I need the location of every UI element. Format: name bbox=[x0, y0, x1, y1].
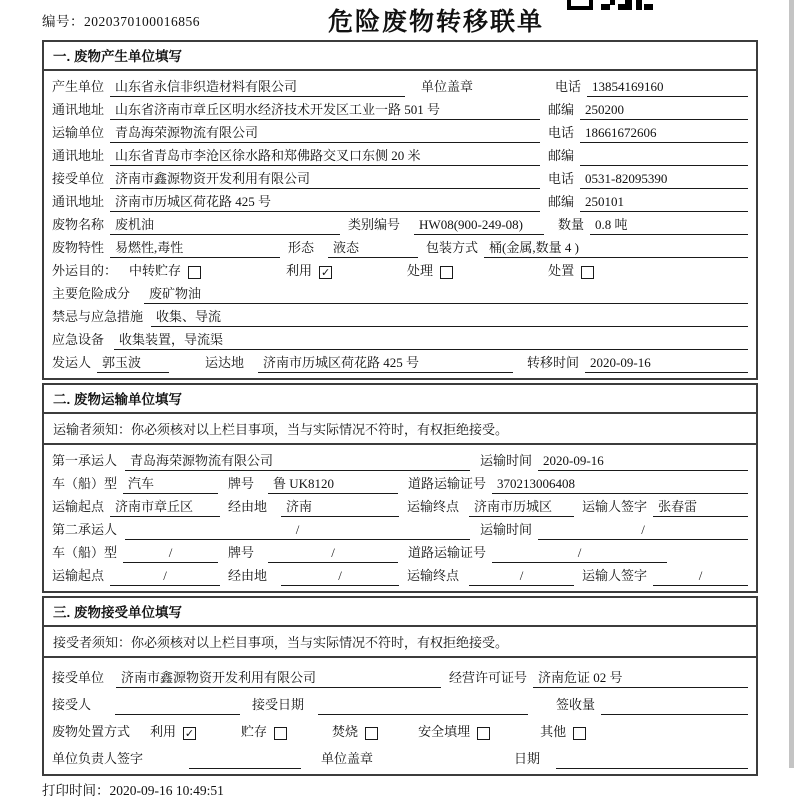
via-label: 经由地 bbox=[228, 499, 268, 514]
carrier-signature-value-2: / bbox=[653, 566, 748, 586]
postcode-label: 邮编 bbox=[548, 148, 575, 163]
plate-number-value: 鲁 UK8120 bbox=[268, 474, 398, 494]
acceptor-value bbox=[115, 695, 240, 715]
transport-unit-label: 运输单位 bbox=[52, 125, 105, 140]
second-carrier-label: 第二承运人 bbox=[52, 522, 118, 537]
print-time-label: 打印时间： bbox=[42, 783, 110, 798]
form-state-label: 形态 bbox=[288, 240, 315, 255]
road-permit-label: 道路运输证号 bbox=[408, 545, 487, 560]
receiver-address-value: 济南市历城区荷花路 425 号 bbox=[110, 192, 540, 212]
destination-value: 济南市历城区荷花路 425 号 bbox=[258, 353, 513, 373]
checkbox-checked-icon: ✓ bbox=[320, 267, 331, 279]
receiver-unit-label: 接受单位 bbox=[52, 171, 105, 186]
document-header bbox=[42, 0, 758, 40]
transport-time-value-2: / bbox=[538, 520, 748, 540]
purpose-dispose bbox=[548, 261, 594, 281]
carrier-signature-value: 张春雷 bbox=[653, 497, 748, 517]
terminus-label: 运输终点 bbox=[407, 568, 460, 583]
producer-phone-value: 13854169160 bbox=[587, 77, 748, 97]
row-route-2 bbox=[52, 563, 748, 586]
address-label: 通讯地址 bbox=[52, 194, 105, 209]
terminus-value-2: / bbox=[469, 566, 574, 586]
checkbox-label: 安全填埋 bbox=[418, 724, 471, 739]
accepting-unit-value: 济南市鑫源物资开发利用有限公司 bbox=[116, 668, 441, 688]
checkbox-unchecked-icon bbox=[365, 727, 378, 740]
shipper-label: 发运人 bbox=[52, 355, 92, 370]
checkbox-label: 中转贮存 bbox=[129, 263, 182, 278]
purpose-transfer-storage bbox=[129, 261, 201, 281]
waste-property-value: 易燃性,毒性 bbox=[110, 238, 280, 258]
section-producer-rows bbox=[44, 71, 756, 378]
origin-value: 济南市章丘区 bbox=[110, 497, 220, 517]
print-time-line bbox=[42, 779, 758, 799]
business-license-label: 经营许可证号 bbox=[449, 670, 528, 685]
address-label: 通讯地址 bbox=[52, 102, 105, 117]
checkbox-label: 焚烧 bbox=[332, 724, 359, 739]
disposal-method-label: 废物处置方式 bbox=[52, 724, 131, 739]
checkbox-label: 利用 bbox=[150, 724, 177, 739]
row-transport-unit bbox=[52, 120, 748, 143]
row-vehicle-1 bbox=[52, 471, 748, 494]
print-time-value: 2020-09-16 10:49:51 bbox=[109, 783, 224, 798]
acceptor-label: 接受人 bbox=[52, 697, 92, 712]
date-label: 日期 bbox=[514, 751, 541, 766]
packaging-label: 包装方式 bbox=[426, 240, 479, 255]
origin-label: 运输起点 bbox=[52, 499, 105, 514]
row-receiver-address bbox=[52, 189, 748, 212]
first-carrier-value: 青岛海荣源物流有限公司 bbox=[125, 451, 470, 471]
hazard-components-value: 废矿物油 bbox=[144, 284, 748, 304]
disposal-storage bbox=[241, 722, 287, 742]
receiver-phone-value: 0531-82095390 bbox=[580, 169, 748, 189]
waste-name-value: 废机油 bbox=[110, 215, 340, 235]
receiver-unit-value: 济南市鑫源物资开发利用有限公司 bbox=[110, 169, 540, 189]
transport-phone-value: 18661672606 bbox=[580, 123, 748, 143]
producer-postcode-value: 250200 bbox=[580, 100, 748, 120]
via-value-2: / bbox=[281, 566, 399, 586]
disposal-utilize bbox=[150, 722, 196, 742]
row-outbound-purpose bbox=[52, 258, 748, 281]
emergency-equipment-label: 应急设备 bbox=[52, 332, 105, 347]
accept-date-value bbox=[318, 695, 528, 715]
plate-number-value-2: / bbox=[268, 543, 398, 563]
serial-number-line bbox=[42, 10, 200, 30]
row-waste-name bbox=[52, 212, 748, 235]
accepting-unit-label: 接受单位 bbox=[52, 670, 105, 685]
row-accepting-unit bbox=[52, 661, 748, 688]
shipper-value: 郭玉波 bbox=[97, 353, 169, 373]
purpose-utilize bbox=[286, 261, 332, 281]
address-label: 通讯地址 bbox=[52, 148, 105, 163]
origin-value-2: / bbox=[110, 566, 220, 586]
row-shipper bbox=[52, 350, 748, 373]
emergency-equipment-value: 收集装置，导流渠 bbox=[114, 330, 748, 350]
row-acceptor bbox=[52, 688, 748, 715]
receiver-postcode-value: 250101 bbox=[580, 192, 748, 212]
row-receiver-unit bbox=[52, 166, 748, 189]
row-emergency-measures bbox=[52, 304, 748, 327]
checkbox-label: 利用 bbox=[286, 263, 313, 278]
phone-label: 电话 bbox=[548, 171, 575, 186]
carrier-signature-label: 运输人签字 bbox=[582, 499, 648, 514]
second-carrier-value: / bbox=[125, 520, 470, 540]
row-producer-address bbox=[52, 97, 748, 120]
carrier-signature-label: 运输人签字 bbox=[582, 568, 648, 583]
origin-label: 运输起点 bbox=[52, 568, 105, 583]
first-carrier-label: 第一承运人 bbox=[52, 453, 118, 468]
category-code-value: HW08(900-249-08) bbox=[414, 215, 544, 235]
row-disposal-method bbox=[52, 715, 748, 742]
row-waste-property bbox=[52, 235, 748, 258]
qr-code-icon bbox=[567, 0, 653, 16]
section-transporter-rows bbox=[44, 445, 756, 591]
form-state-value: 液态 bbox=[328, 238, 418, 258]
disposal-incinerate bbox=[332, 722, 378, 742]
producer-unit-label: 产生单位 bbox=[52, 79, 105, 94]
terminus-value: 济南市历城区 bbox=[469, 497, 574, 517]
postcode-label: 邮编 bbox=[548, 194, 575, 209]
accept-date-label: 接受日期 bbox=[252, 697, 305, 712]
responsible-signature-label: 单位负责人签字 bbox=[52, 751, 144, 766]
checkbox-unchecked-icon bbox=[188, 266, 201, 279]
category-code-label: 类别编号 bbox=[348, 217, 401, 232]
quantity-label: 数量 bbox=[558, 217, 585, 232]
checkbox-checked-icon: ✓ bbox=[184, 728, 195, 740]
quantity-value: 0.8 吨 bbox=[590, 215, 748, 235]
transport-unit-value: 青岛海荣源物流有限公司 bbox=[110, 123, 540, 143]
business-license-value: 济南危证 02 号 bbox=[533, 668, 748, 688]
row-emergency-equipment bbox=[52, 327, 748, 350]
section-producer-title: 一. 废物产生单位填写 bbox=[44, 42, 756, 71]
page-title: 危险废物转移联单 bbox=[328, 8, 545, 36]
section-receiver-title: 三. 废物接受单位填写 bbox=[44, 598, 756, 627]
unit-seal-label: 单位盖章 bbox=[321, 751, 374, 766]
emergency-measures-label: 禁忌与应急措施 bbox=[52, 309, 144, 324]
emergency-measures-value: 收集、导流 bbox=[151, 307, 748, 327]
date-value bbox=[556, 749, 748, 769]
phone-label: 电话 bbox=[548, 125, 575, 140]
checkbox-unchecked-icon bbox=[440, 266, 453, 279]
serial-number: 2020370100016856 bbox=[84, 14, 200, 29]
transport-time-label: 运输时间 bbox=[480, 522, 533, 537]
terminus-label: 运输终点 bbox=[407, 499, 460, 514]
transfer-time-value: 2020-09-16 bbox=[585, 353, 748, 373]
serial-label: 编号： bbox=[42, 14, 84, 29]
transport-time-label: 运输时间 bbox=[480, 453, 533, 468]
packaging-value: 桶(金属,数量 4 ) bbox=[484, 238, 748, 258]
vehicle-type-value-2: / bbox=[123, 543, 218, 563]
via-value: 济南 bbox=[281, 497, 399, 517]
waste-name-label: 废物名称 bbox=[52, 217, 105, 232]
received-quantity-label: 签收量 bbox=[556, 697, 596, 712]
purpose-treat bbox=[407, 261, 453, 281]
plate-number-label: 牌号 bbox=[228, 476, 255, 491]
checkbox-label: 处理 bbox=[407, 263, 434, 278]
via-label: 经由地 bbox=[228, 568, 268, 583]
section-producer bbox=[42, 40, 758, 380]
waste-property-label: 废物特性 bbox=[52, 240, 105, 255]
outbound-purpose-label: 外运目的： bbox=[52, 263, 118, 278]
section-transporter bbox=[42, 383, 758, 593]
transport-address-value: 山东省青岛市李沧区徐水路和郑佛路交叉口东侧 20 米 bbox=[110, 146, 540, 166]
page-edge bbox=[789, 0, 794, 768]
disposal-landfill bbox=[418, 722, 490, 742]
checkbox-label: 处置 bbox=[548, 263, 575, 278]
section-receiver bbox=[42, 596, 758, 776]
row-route-1 bbox=[52, 494, 748, 517]
unit-seal-label: 单位盖章 bbox=[421, 79, 474, 94]
road-permit-value: 370213006408 bbox=[492, 474, 748, 494]
checkbox-unchecked-icon bbox=[477, 727, 490, 740]
vehicle-type-label: 车（船）型 bbox=[52, 476, 118, 491]
vehicle-type-value: 汽车 bbox=[123, 474, 218, 494]
row-responsible-signature bbox=[52, 742, 748, 769]
transporter-notice: 运输者须知：你必须核对以上栏目事项，当与实际情况不符时，有权拒绝接受。 bbox=[44, 414, 756, 445]
disposal-other bbox=[540, 722, 586, 742]
destination-label: 运达地 bbox=[205, 355, 245, 370]
phone-label: 电话 bbox=[555, 79, 582, 94]
transfer-time-label: 转移时间 bbox=[527, 355, 580, 370]
row-first-carrier bbox=[52, 448, 748, 471]
plate-number-label: 牌号 bbox=[228, 545, 255, 560]
producer-address-value: 山东省济南市章丘区明水经济技术开发区工业一路 501 号 bbox=[110, 100, 540, 120]
road-permit-label: 道路运输证号 bbox=[408, 476, 487, 491]
transport-time-value: 2020-09-16 bbox=[538, 451, 748, 471]
section-receiver-rows bbox=[44, 658, 756, 774]
responsible-signature-value bbox=[189, 749, 301, 769]
row-hazard-components bbox=[52, 281, 748, 304]
checkbox-unchecked-icon bbox=[581, 266, 594, 279]
row-transport-address bbox=[52, 143, 748, 166]
checkbox-unchecked-icon bbox=[573, 727, 586, 740]
hazard-components-label: 主要危险成分 bbox=[52, 286, 131, 301]
receiver-notice: 接受者须知：你必须核对以上栏目事项，当与实际情况不符时，有权拒绝接受。 bbox=[44, 627, 756, 658]
row-producer-unit bbox=[52, 74, 748, 97]
row-second-carrier bbox=[52, 517, 748, 540]
postcode-label: 邮编 bbox=[548, 102, 575, 117]
vehicle-type-label: 车（船）型 bbox=[52, 545, 118, 560]
transport-postcode-value bbox=[580, 146, 748, 166]
checkbox-label: 贮存 bbox=[241, 724, 268, 739]
row-vehicle-2 bbox=[52, 540, 748, 563]
producer-unit-value: 山东省永信非织造材料有限公司 bbox=[110, 77, 405, 97]
section-transporter-title: 二. 废物运输单位填写 bbox=[44, 385, 756, 414]
received-quantity-value bbox=[601, 695, 748, 715]
checkbox-unchecked-icon bbox=[274, 727, 287, 740]
checkbox-label: 其他 bbox=[540, 724, 567, 739]
road-permit-value-2: / bbox=[492, 543, 667, 563]
